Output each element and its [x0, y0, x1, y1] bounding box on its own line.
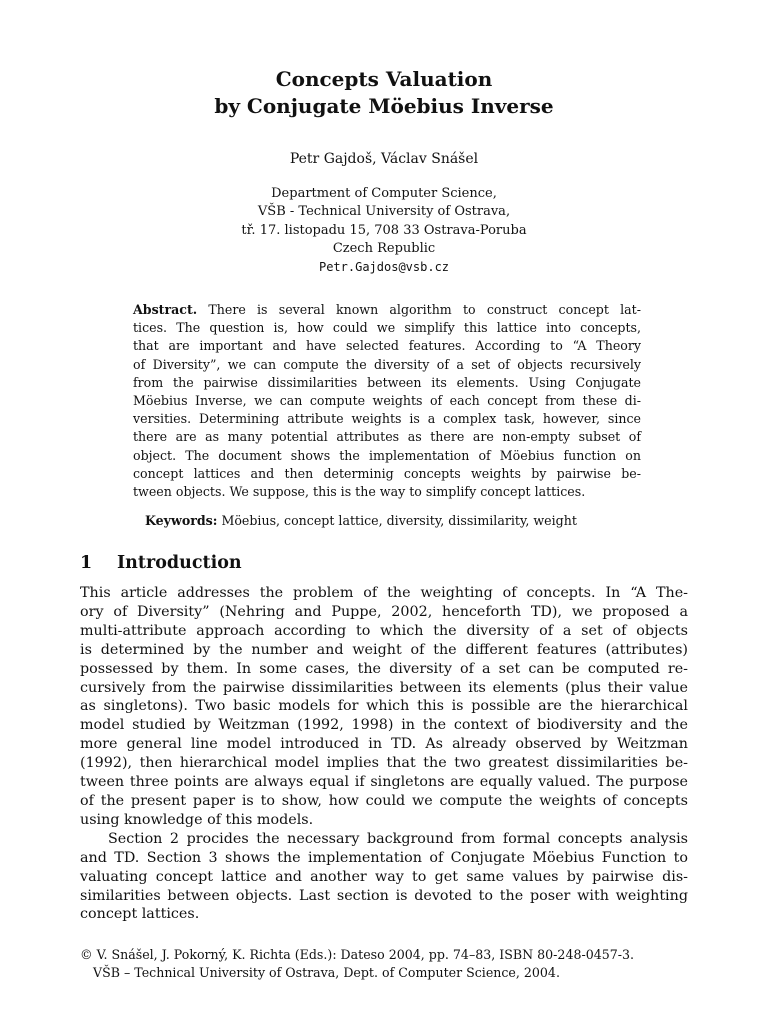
abstract-line: Möebius Inverse, we can compute weights of each concept from these di-	[133, 393, 641, 409]
body-line: concept lattices.	[80, 906, 200, 923]
affiliation-address: tř. 17. listopadu 15, 708 33 Ostrava-Poruba	[241, 222, 527, 238]
body-line: Section 2 procides the necessary background from formal concepts analysis	[108, 830, 688, 847]
abstract-line: tices. The question is, how could we simplify this lattice into concepts,	[133, 320, 641, 336]
body-line: using knowledge of this models.	[80, 811, 314, 828]
body-line: This article addresses the problem of the weighting of concepts. In “A The-	[80, 585, 688, 601]
body-line: (1992), then hierarchical model implies that the two greatest dissimilarities be-	[80, 755, 688, 772]
section-title: Introduction	[117, 553, 242, 573]
abstract-line: versities. Determining attribute weights is a complex task, however, since	[133, 411, 641, 427]
affiliation	[0, 185, 768, 276]
title-line-2: by Conjugate Möebius Inverse	[214, 94, 554, 118]
keywords	[145, 512, 665, 530]
introduction-body	[80, 584, 688, 924]
authors: Petr Gajdoš, Václav Snášel	[289, 151, 479, 167]
abstract-line: concept lattices and then determinig concepts weights by pairwise be-	[133, 465, 641, 481]
body-line: multi-attribute approach according to which the diversity of a set of objects	[80, 622, 688, 639]
abstract-line	[133, 301, 641, 319]
affiliation-university: VŠB - Technical University of Ostrava,	[257, 204, 511, 220]
body-line: ory of Diversity” (Nehring and Puppe, 2002, henceforth TD), we proposed a	[80, 603, 688, 620]
abstract-line: of Diversity”, we can compute the diversity of a set of objects recursively	[133, 356, 641, 372]
keywords-text: Möebius, concept lattice, diversity, dissimilarity, weight	[221, 513, 577, 528]
body-line: similarities between objects. Last section is devoted to the poser with weighting	[80, 887, 688, 904]
body-line: is determined by the number and weight of the different features (attributes)	[80, 641, 688, 658]
body-line: as singletons). Two basic models for which this is possible are the hierarchical	[80, 698, 688, 715]
section-number: 1	[80, 553, 93, 573]
body-line: more general line model introduced in TD. As already observed by Weitzman	[80, 736, 688, 753]
affiliation-dept: Department of Computer Science,	[271, 186, 497, 201]
body-line: cursively from the pairwise dissimilarities between its elements (plus their value	[80, 679, 688, 696]
abstract-line: tween objects. We suppose, this is the way to simplify concept lattices.	[133, 484, 586, 500]
abstract-line: object. The document shows the implementation of Möebius function on	[133, 447, 641, 463]
body-line: of the present paper is to show, how could we compute the weights of concepts	[80, 792, 688, 809]
body-line: model studied by Weitzman (1992, 1998) in the context of biodiversity and the	[80, 717, 688, 734]
abstract-line: there are as many potential attributes as there are non-empty subset of	[133, 429, 641, 445]
body-line: valuating concept lattice and another way to get same values by pairwise dis-	[80, 868, 688, 885]
author-email: Petr.Gajdos@vsb.cz	[318, 260, 450, 275]
abstract-line-text: There is several known algorithm to construct concept lat-	[208, 302, 641, 317]
abstract	[133, 301, 641, 501]
body-line: possessed by them. In some cases, the diversity of a set can be computed re-	[80, 660, 688, 677]
copyright-footer	[80, 946, 720, 982]
footer-line-1: © V. Snášel, J. Pokorný, K. Richta (Eds.): Dateso 2004, pp. 74–83, ISBN 80-248-0457-3.	[80, 947, 635, 962]
title-line-1: Concepts Valuation	[275, 67, 493, 91]
body-line: and TD. Section 3 shows the implementation of Conjugate Möebius Function to	[80, 849, 688, 866]
keywords-label: Keywords:	[145, 513, 218, 528]
paper-title	[0, 66, 768, 120]
abstract-label: Abstract.	[133, 302, 198, 317]
affiliation-country: Czech Republic	[332, 240, 436, 256]
abstract-line: that are important and have selected features. According to “A Theory	[133, 338, 641, 354]
abstract-line: from the pairwise dissimilarities between its elements. Using Conjugate	[133, 374, 641, 390]
section-heading	[80, 551, 680, 575]
body-line: tween three points are always equal if singletons are equally valued. The purpose	[80, 774, 688, 791]
footer-line-2: VŠB – Technical University of Ostrava, Dept. of Computer Science, 2004.	[93, 965, 560, 981]
